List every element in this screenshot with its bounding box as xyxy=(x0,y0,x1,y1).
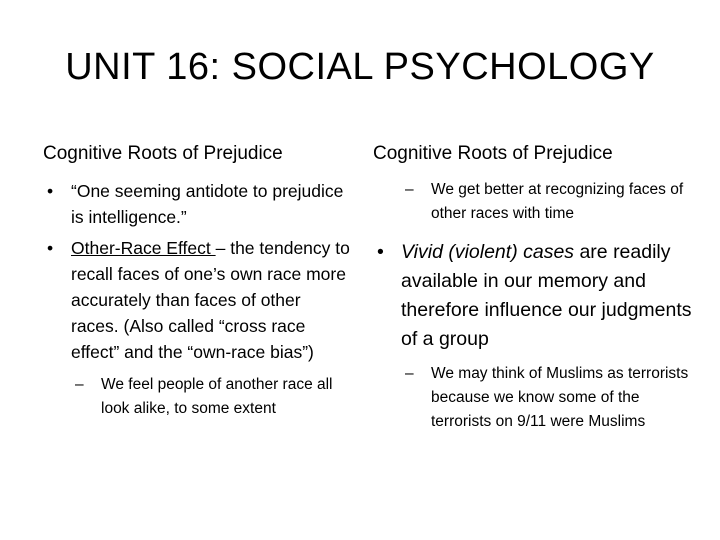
right-sub2-text: We may think of Muslims as terrorists because we know some of the terrorists on 9/11 were Muslims xyxy=(431,365,689,430)
right-bullet1-text: are readily available in our memory and therefore influence our judgments of a group xyxy=(401,241,692,350)
left-column xyxy=(43,140,353,421)
left-heading: Cognitive Roots of Prejudice xyxy=(43,143,283,164)
slide-title: UNIT 16: SOCIAL PSYCHOLOGY xyxy=(65,46,655,88)
bullet-mark: • xyxy=(47,238,54,258)
right-column xyxy=(373,140,693,434)
dash-mark: – xyxy=(405,181,414,198)
left-sub-look-alike xyxy=(43,373,353,421)
bullet-mark: • xyxy=(47,181,54,201)
dash-mark: – xyxy=(75,376,84,393)
right-sub1-text: We get better at recognizing faces of other races with time xyxy=(431,181,684,222)
right-bullet-vivid-cases xyxy=(373,238,693,354)
right-heading: Cognitive Roots of Prejudice xyxy=(373,143,613,164)
left-bullet-other-race-effect xyxy=(43,235,353,365)
bullet-mark: • xyxy=(377,241,384,263)
right-sub-muslims xyxy=(373,362,693,434)
right-sub-recognizing xyxy=(373,178,693,226)
left-bullet-intelligence xyxy=(43,178,353,230)
vivid-cases-term: Vivid (violent) cases xyxy=(401,241,575,263)
left-bullet1-text: “One seeming antidote to prejudice is intelligence.” xyxy=(71,181,344,227)
dash-mark: – xyxy=(405,365,414,382)
left-bullet2-text: – the tendency to recall faces of one’s own race more accurately than faces of other races. (Also called “cross race effect” and the “own-race bias”) xyxy=(71,238,350,362)
left-sub1-text: We feel people of another race all look alike, to some extent xyxy=(101,376,333,417)
other-race-effect-term: Other-Race Effect xyxy=(71,238,216,258)
